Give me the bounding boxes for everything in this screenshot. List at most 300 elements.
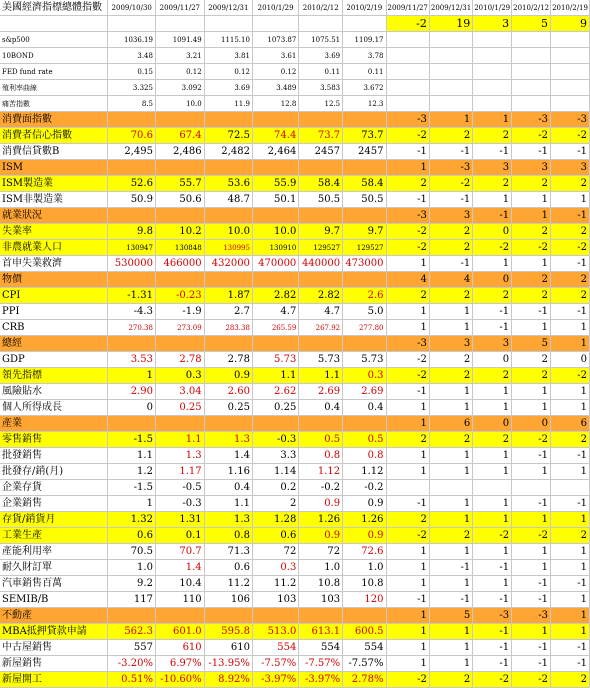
score-cell[interactable]: 0 xyxy=(512,416,551,432)
value-cell[interactable] xyxy=(343,160,386,176)
score-cell[interactable]: 2 xyxy=(512,368,551,384)
value-cell[interactable] xyxy=(299,160,343,176)
value-cell[interactable] xyxy=(299,416,343,432)
score-cell[interactable]: 2 xyxy=(473,432,512,448)
score-cell[interactable] xyxy=(551,480,590,496)
score-cell[interactable]: 1 xyxy=(551,624,590,640)
score-cell[interactable]: 1 xyxy=(429,464,472,480)
total-score[interactable]: -2 xyxy=(386,16,429,32)
score-cell[interactable]: -3 xyxy=(386,208,429,224)
score-cell[interactable] xyxy=(551,48,590,64)
value-cell[interactable] xyxy=(299,608,343,624)
value-cell[interactable]: 3.69 xyxy=(299,48,343,64)
value-cell[interactable]: 1.16 xyxy=(204,464,252,480)
value-cell[interactable]: 5.73 xyxy=(252,352,298,368)
value-cell[interactable]: 2.90 xyxy=(108,384,155,400)
row-label[interactable]: 痛苦指數 xyxy=(0,96,108,112)
value-cell[interactable]: 1.1 xyxy=(252,368,298,384)
score-cell[interactable]: -1 xyxy=(512,304,551,320)
value-cell[interactable]: 0.5 xyxy=(299,432,343,448)
value-cell[interactable]: 2.82 xyxy=(252,288,298,304)
score-cell[interactable] xyxy=(473,64,512,80)
value-cell[interactable] xyxy=(155,160,204,176)
score-cell[interactable]: 1 xyxy=(386,656,429,672)
value-cell[interactable]: 130848 xyxy=(155,240,204,256)
value-cell[interactable]: 440000 xyxy=(299,256,343,272)
score-cell[interactable]: 1 xyxy=(386,400,429,416)
score-cell[interactable]: -1 xyxy=(473,592,512,608)
value-cell[interactable] xyxy=(108,208,155,224)
row-label[interactable]: 非農就業人口 xyxy=(0,240,108,256)
value-cell[interactable]: 0.3 xyxy=(343,368,386,384)
score-cell[interactable]: 0 xyxy=(473,224,512,240)
row-label[interactable]: ISM xyxy=(0,160,108,176)
row-label[interactable]: 中古屋銷售 xyxy=(0,640,108,656)
value-cell[interactable]: 1.26 xyxy=(299,512,343,528)
score-cell[interactable]: 1 xyxy=(473,448,512,464)
score-cell[interactable] xyxy=(512,96,551,112)
score-date-header[interactable]: 2010/2/19 xyxy=(551,0,590,16)
value-cell[interactable]: -0.2 xyxy=(299,480,343,496)
value-cell[interactable]: 0.8 xyxy=(299,448,343,464)
value-cell[interactable]: 50.5 xyxy=(343,192,386,208)
value-cell[interactable] xyxy=(343,272,386,288)
score-cell[interactable]: 1 xyxy=(386,544,429,560)
score-cell[interactable]: -1 xyxy=(512,144,551,160)
score-cell[interactable]: 1 xyxy=(429,448,472,464)
value-cell[interactable]: -1.9 xyxy=(155,304,204,320)
value-cell[interactable] xyxy=(204,272,252,288)
value-cell[interactable] xyxy=(299,208,343,224)
score-cell[interactable] xyxy=(386,80,429,96)
score-cell[interactable] xyxy=(512,80,551,96)
value-cell[interactable]: -7.57% xyxy=(299,656,343,672)
score-cell[interactable]: -1 xyxy=(551,640,590,656)
score-cell[interactable] xyxy=(512,32,551,48)
row-label[interactable]: 失業率 xyxy=(0,224,108,240)
value-cell[interactable]: 0.9 xyxy=(204,368,252,384)
score-cell[interactable] xyxy=(512,48,551,64)
score-cell[interactable]: 2 xyxy=(429,352,472,368)
score-date-header[interactable]: 2009/11/27 xyxy=(386,0,429,16)
value-cell[interactable]: -1.5 xyxy=(108,480,155,496)
value-cell[interactable]: 277.80 xyxy=(343,320,386,336)
score-cell[interactable] xyxy=(429,480,472,496)
value-cell[interactable]: 0 xyxy=(108,400,155,416)
value-cell[interactable]: 52.6 xyxy=(108,176,155,192)
score-cell[interactable]: -1 xyxy=(512,656,551,672)
score-cell[interactable]: 3 xyxy=(473,336,512,352)
score-cell[interactable]: 2 xyxy=(551,176,590,192)
date-header[interactable]: 2009/10/30 xyxy=(108,0,155,16)
score-cell[interactable]: 3 xyxy=(512,160,551,176)
score-cell[interactable]: 2 xyxy=(429,128,472,144)
value-cell[interactable]: -0.3 xyxy=(252,432,298,448)
value-cell[interactable] xyxy=(204,416,252,432)
value-cell[interactable]: 2.78% xyxy=(343,672,386,688)
score-cell[interactable]: -1 xyxy=(551,448,590,464)
value-cell[interactable]: 12.8 xyxy=(252,96,298,112)
score-cell[interactable]: -1 xyxy=(429,144,472,160)
value-cell[interactable] xyxy=(343,208,386,224)
value-cell[interactable]: 3.3 xyxy=(252,448,298,464)
score-cell[interactable]: 2 xyxy=(386,176,429,192)
row-label[interactable]: ISM非製造業 xyxy=(0,192,108,208)
value-cell[interactable]: 53.6 xyxy=(204,176,252,192)
value-cell[interactable]: 0.9 xyxy=(343,528,386,544)
score-cell[interactable]: -1 xyxy=(429,256,472,272)
score-cell[interactable]: 1 xyxy=(512,560,551,576)
value-cell[interactable]: 72 xyxy=(252,544,298,560)
score-cell[interactable] xyxy=(386,96,429,112)
score-cell[interactable]: 1 xyxy=(551,512,590,528)
value-cell[interactable]: 513.0 xyxy=(252,624,298,640)
value-cell[interactable]: 12.5 xyxy=(299,96,343,112)
total-score[interactable]: 19 xyxy=(429,16,472,32)
score-cell[interactable]: 2 xyxy=(429,672,472,688)
value-cell[interactable]: 1.0 xyxy=(108,560,155,576)
score-cell[interactable]: 1 xyxy=(429,400,472,416)
score-cell[interactable]: 2 xyxy=(429,240,472,256)
value-cell[interactable]: 0.6 xyxy=(204,560,252,576)
value-cell[interactable]: 1.32 xyxy=(108,512,155,528)
score-cell[interactable]: 2 xyxy=(551,288,590,304)
value-cell[interactable]: -0.5 xyxy=(155,480,204,496)
value-cell[interactable]: 0.25 xyxy=(155,400,204,416)
score-cell[interactable]: 3 xyxy=(551,160,590,176)
value-cell[interactable]: 2,482 xyxy=(204,144,252,160)
row-label[interactable]: 批發存/銷(月) xyxy=(0,464,108,480)
value-cell[interactable]: 50.5 xyxy=(299,192,343,208)
value-cell[interactable]: 130947 xyxy=(108,240,155,256)
score-cell[interactable]: -3 xyxy=(551,112,590,128)
value-cell[interactable]: 1115.10 xyxy=(204,32,252,48)
value-cell[interactable]: 72 xyxy=(299,544,343,560)
row-label[interactable]: 殖利率曲線 xyxy=(0,80,108,96)
value-cell[interactable]: 70.6 xyxy=(108,128,155,144)
date-header[interactable]: 2010/2/19 xyxy=(343,0,386,16)
value-cell[interactable]: 0.3 xyxy=(155,368,204,384)
value-cell[interactable] xyxy=(155,208,204,224)
value-cell[interactable]: 1.87 xyxy=(204,288,252,304)
score-cell[interactable] xyxy=(429,32,472,48)
score-cell[interactable]: 2 xyxy=(512,352,551,368)
value-cell[interactable]: 1.0 xyxy=(299,560,343,576)
row-label[interactable]: SEMIB/B xyxy=(0,592,108,608)
value-cell[interactable] xyxy=(299,272,343,288)
score-cell[interactable]: 1 xyxy=(551,544,590,560)
value-cell[interactable] xyxy=(204,608,252,624)
value-cell[interactable]: 1.1 xyxy=(204,496,252,512)
score-cell[interactable]: 1 xyxy=(473,400,512,416)
score-cell[interactable]: -1 xyxy=(551,304,590,320)
value-cell[interactable]: 11.2 xyxy=(252,576,298,592)
row-label[interactable]: 耐久財訂單 xyxy=(0,560,108,576)
value-cell[interactable]: 67.4 xyxy=(155,128,204,144)
score-cell[interactable]: 0 xyxy=(551,352,590,368)
score-cell[interactable]: 1 xyxy=(473,576,512,592)
value-cell[interactable] xyxy=(108,272,155,288)
score-cell[interactable]: -1 xyxy=(473,304,512,320)
value-cell[interactable]: 3.78 xyxy=(343,48,386,64)
value-cell[interactable]: 557 xyxy=(108,640,155,656)
score-cell[interactable]: -2 xyxy=(512,672,551,688)
row-label[interactable]: CPI xyxy=(0,288,108,304)
value-cell[interactable]: 0.15 xyxy=(108,64,155,80)
score-cell[interactable]: 1 xyxy=(386,464,429,480)
value-cell[interactable]: -0.23 xyxy=(155,288,204,304)
value-cell[interactable]: 130910 xyxy=(252,240,298,256)
value-cell[interactable]: 72.5 xyxy=(204,128,252,144)
score-cell[interactable]: 1 xyxy=(386,640,429,656)
score-cell[interactable]: -2 xyxy=(512,128,551,144)
score-cell[interactable] xyxy=(551,32,590,48)
value-cell[interactable]: 3.69 xyxy=(204,80,252,96)
score-cell[interactable]: -2 xyxy=(512,528,551,544)
score-cell[interactable]: -2 xyxy=(386,672,429,688)
value-cell[interactable]: 3.672 xyxy=(343,80,386,96)
value-cell[interactable]: 0.9 xyxy=(299,496,343,512)
value-cell[interactable]: 8.92% xyxy=(204,672,252,688)
value-cell[interactable]: -3.97% xyxy=(299,672,343,688)
value-cell[interactable]: 1.3 xyxy=(155,448,204,464)
value-cell[interactable]: 5.73 xyxy=(299,352,343,368)
row-label[interactable]: CRB xyxy=(0,320,108,336)
row-label[interactable]: 新屋開工 xyxy=(0,672,108,688)
score-cell[interactable]: 1 xyxy=(551,592,590,608)
value-cell[interactable]: 3.325 xyxy=(108,80,155,96)
value-cell[interactable]: 10.2 xyxy=(155,224,204,240)
score-cell[interactable]: 2 xyxy=(429,368,472,384)
score-cell[interactable]: 1 xyxy=(429,320,472,336)
value-cell[interactable]: 4.7 xyxy=(252,304,298,320)
value-cell[interactable]: 470000 xyxy=(252,256,298,272)
value-cell[interactable]: 270.38 xyxy=(108,320,155,336)
value-cell[interactable]: 0.12 xyxy=(155,64,204,80)
value-cell[interactable]: -4.3 xyxy=(108,304,155,320)
value-cell[interactable] xyxy=(108,112,155,128)
value-cell[interactable]: 466000 xyxy=(155,256,204,272)
score-cell[interactable]: 2 xyxy=(512,272,551,288)
value-cell[interactable]: 3.04 xyxy=(155,384,204,400)
value-cell[interactable]: -0.3 xyxy=(155,496,204,512)
score-cell[interactable]: 1 xyxy=(512,192,551,208)
value-cell[interactable]: 10.0 xyxy=(204,224,252,240)
value-cell[interactable]: 120 xyxy=(343,592,386,608)
score-cell[interactable] xyxy=(386,48,429,64)
value-cell[interactable]: 2.62 xyxy=(252,384,298,400)
value-cell[interactable]: 0.25 xyxy=(204,400,252,416)
score-cell[interactable] xyxy=(473,80,512,96)
value-cell[interactable]: 0.51% xyxy=(108,672,155,688)
value-cell[interactable]: -10.60% xyxy=(155,672,204,688)
value-cell[interactable]: 2.7 xyxy=(204,304,252,320)
value-cell[interactable]: 2.78 xyxy=(204,352,252,368)
score-cell[interactable]: -1 xyxy=(386,496,429,512)
score-cell[interactable]: 1 xyxy=(429,656,472,672)
score-cell[interactable]: -2 xyxy=(551,128,590,144)
score-cell[interactable]: 1 xyxy=(512,512,551,528)
value-cell[interactable]: 1109.17 xyxy=(343,32,386,48)
row-label[interactable]: PPI xyxy=(0,304,108,320)
value-cell[interactable]: 103 xyxy=(299,592,343,608)
value-cell[interactable]: 72.6 xyxy=(343,544,386,560)
score-cell[interactable] xyxy=(429,96,472,112)
score-cell[interactable]: -1 xyxy=(473,560,512,576)
value-cell[interactable]: 70.5 xyxy=(108,544,155,560)
value-cell[interactable]: -0.2 xyxy=(343,480,386,496)
value-cell[interactable]: 6.97% xyxy=(155,656,204,672)
score-cell[interactable]: -1 xyxy=(551,144,590,160)
score-date-header[interactable]: 2010/1/29 xyxy=(473,0,512,16)
score-cell[interactable]: -1 xyxy=(429,592,472,608)
value-cell[interactable]: 9.8 xyxy=(108,224,155,240)
value-cell[interactable]: 11.2 xyxy=(204,576,252,592)
score-cell[interactable]: -1 xyxy=(512,576,551,592)
value-cell[interactable]: 10.8 xyxy=(343,576,386,592)
score-cell[interactable]: -1 xyxy=(429,560,472,576)
score-cell[interactable]: -1 xyxy=(512,496,551,512)
score-cell[interactable]: 2 xyxy=(551,432,590,448)
value-cell[interactable]: -13.95% xyxy=(204,656,252,672)
value-cell[interactable]: 1.2 xyxy=(108,464,155,480)
score-cell[interactable]: 1 xyxy=(429,384,472,400)
row-label[interactable]: 存貨/銷貨月 xyxy=(0,512,108,528)
value-cell[interactable]: 554 xyxy=(252,640,298,656)
score-cell[interactable]: 2 xyxy=(386,512,429,528)
value-cell[interactable]: 562.3 xyxy=(108,624,155,640)
row-label[interactable]: 物價 xyxy=(0,272,108,288)
score-cell[interactable]: -2 xyxy=(473,528,512,544)
value-cell[interactable] xyxy=(108,336,155,352)
score-cell[interactable]: 1 xyxy=(473,464,512,480)
value-cell[interactable] xyxy=(155,416,204,432)
value-cell[interactable]: 610 xyxy=(204,640,252,656)
score-cell[interactable]: 1 xyxy=(386,320,429,336)
row-label[interactable]: 消費信貸數B xyxy=(0,144,108,160)
score-cell[interactable]: 1 xyxy=(512,384,551,400)
value-cell[interactable]: 110 xyxy=(155,592,204,608)
row-label[interactable]: 企業存貨 xyxy=(0,480,108,496)
value-cell[interactable]: -7.57% xyxy=(343,656,386,672)
score-cell[interactable]: 1 xyxy=(473,192,512,208)
value-cell[interactable]: 0.4 xyxy=(343,400,386,416)
value-cell[interactable]: -1.31 xyxy=(108,288,155,304)
value-cell[interactable]: -7.57% xyxy=(252,656,298,672)
score-cell[interactable] xyxy=(473,32,512,48)
row-label[interactable]: 風險貼水 xyxy=(0,384,108,400)
value-cell[interactable]: 58.4 xyxy=(299,176,343,192)
score-cell[interactable]: -1 xyxy=(386,592,429,608)
value-cell[interactable]: 2,486 xyxy=(155,144,204,160)
value-cell[interactable]: 1.4 xyxy=(155,560,204,576)
score-cell[interactable]: -2 xyxy=(386,128,429,144)
score-cell[interactable]: -2 xyxy=(512,432,551,448)
score-cell[interactable]: -1 xyxy=(473,640,512,656)
score-cell[interactable]: 2 xyxy=(551,224,590,240)
row-label[interactable]: MBA抵押貸款申請 xyxy=(0,624,108,640)
value-cell[interactable]: 273.09 xyxy=(155,320,204,336)
value-cell[interactable]: 0.8 xyxy=(343,448,386,464)
score-cell[interactable] xyxy=(429,80,472,96)
value-cell[interactable]: 554 xyxy=(343,640,386,656)
value-cell[interactable]: 3.583 xyxy=(299,80,343,96)
value-cell[interactable]: 601.0 xyxy=(155,624,204,640)
row-label[interactable]: 新屋銷售 xyxy=(0,656,108,672)
score-cell[interactable]: 1 xyxy=(512,544,551,560)
score-cell[interactable]: -3 xyxy=(386,336,429,352)
value-cell[interactable]: 1073.87 xyxy=(252,32,298,48)
score-cell[interactable] xyxy=(473,480,512,496)
value-cell[interactable]: 0.4 xyxy=(204,480,252,496)
score-cell[interactable]: 3 xyxy=(473,160,512,176)
value-cell[interactable] xyxy=(343,608,386,624)
value-cell[interactable]: 2457 xyxy=(343,144,386,160)
row-label[interactable]: 產能利用率 xyxy=(0,544,108,560)
value-cell[interactable]: 267.92 xyxy=(299,320,343,336)
score-cell[interactable]: -1 xyxy=(551,656,590,672)
value-cell[interactable] xyxy=(155,112,204,128)
score-cell[interactable]: 1 xyxy=(386,256,429,272)
value-cell[interactable]: 3.61 xyxy=(252,48,298,64)
value-cell[interactable]: 2.60 xyxy=(204,384,252,400)
score-cell[interactable]: 1 xyxy=(551,384,590,400)
value-cell[interactable]: 2 xyxy=(252,496,298,512)
value-cell[interactable]: 2.69 xyxy=(299,384,343,400)
score-cell[interactable]: 1 xyxy=(386,560,429,576)
score-cell[interactable]: -2 xyxy=(386,240,429,256)
row-label[interactable]: 消費者信心指數 xyxy=(0,128,108,144)
value-cell[interactable]: 73.7 xyxy=(343,128,386,144)
value-cell[interactable]: 2.78 xyxy=(155,352,204,368)
score-cell[interactable]: 1 xyxy=(512,464,551,480)
date-header[interactable]: 2010/2/12 xyxy=(299,0,343,16)
value-cell[interactable]: 530000 xyxy=(108,256,155,272)
score-cell[interactable]: 1 xyxy=(473,384,512,400)
value-cell[interactable] xyxy=(108,416,155,432)
value-cell[interactable]: 2.69 xyxy=(343,384,386,400)
value-cell[interactable]: 2,464 xyxy=(252,144,298,160)
value-cell[interactable] xyxy=(252,608,298,624)
value-cell[interactable]: 12.3 xyxy=(343,96,386,112)
total-score[interactable]: 3 xyxy=(473,16,512,32)
score-cell[interactable]: -3 xyxy=(386,112,429,128)
value-cell[interactable] xyxy=(252,208,298,224)
value-cell[interactable]: 0.12 xyxy=(252,64,298,80)
value-cell[interactable]: 73.7 xyxy=(299,128,343,144)
score-cell[interactable]: -1 xyxy=(512,592,551,608)
value-cell[interactable]: 2457 xyxy=(299,144,343,160)
value-cell[interactable]: 50.9 xyxy=(108,192,155,208)
value-cell[interactable]: 70.7 xyxy=(155,544,204,560)
value-cell[interactable]: 55.9 xyxy=(252,176,298,192)
score-cell[interactable]: -1 xyxy=(512,640,551,656)
row-label[interactable]: 企業銷售 xyxy=(0,496,108,512)
value-cell[interactable] xyxy=(108,608,155,624)
value-cell[interactable]: 1.3 xyxy=(204,512,252,528)
total-score[interactable]: 9 xyxy=(551,16,590,32)
score-cell[interactable]: 1 xyxy=(386,576,429,592)
row-label[interactable]: ISM製造業 xyxy=(0,176,108,192)
value-cell[interactable]: 600.5 xyxy=(343,624,386,640)
value-cell[interactable]: 1075.51 xyxy=(299,32,343,48)
value-cell[interactable]: 3.48 xyxy=(108,48,155,64)
value-cell[interactable]: 50.6 xyxy=(155,192,204,208)
value-cell[interactable]: 55.7 xyxy=(155,176,204,192)
score-cell[interactable]: 6 xyxy=(551,416,590,432)
score-cell[interactable]: 1 xyxy=(386,160,429,176)
value-cell[interactable]: 1091.49 xyxy=(155,32,204,48)
